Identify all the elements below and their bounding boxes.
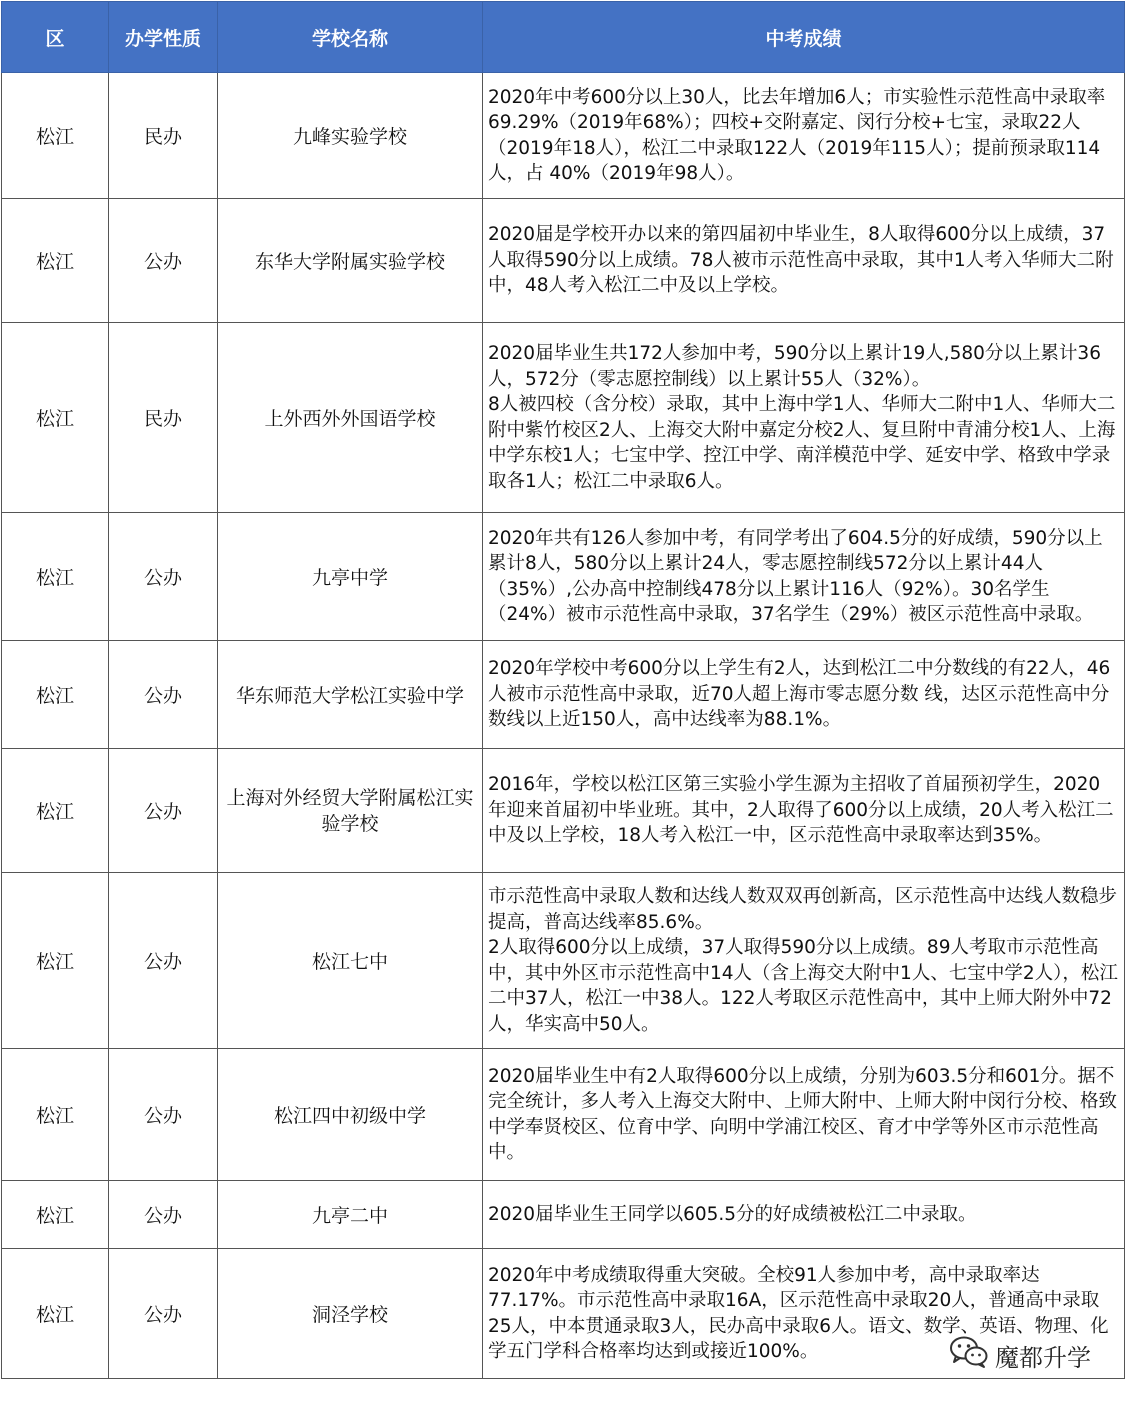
result-cell: 2020届毕业生王同学以605.5分的好成绩被松江二中录取。	[483, 1181, 1125, 1249]
school-cell: 九亭二中	[218, 1181, 483, 1249]
nature-cell: 公办	[109, 641, 218, 749]
district-cell: 松江	[2, 873, 109, 1049]
school-cell: 松江四中初级中学	[218, 1049, 483, 1181]
nature-cell: 公办	[109, 199, 218, 323]
school-cell: 上外西外外国语学校	[218, 323, 483, 513]
district-cell: 松江	[2, 323, 109, 513]
nature-cell: 公办	[109, 1249, 218, 1379]
header-district: 区	[2, 2, 109, 73]
nature-cell: 公办	[109, 1181, 218, 1249]
result-cell: 2020届是学校开办以来的第四届初中毕业生，8人取得600分以上成绩，37人取得590分以上成绩。78人被市示范性高中录取，其中1人考入华师大二附中，48人考入松江二中及以上学校。	[483, 199, 1125, 323]
header-result: 中考成绩	[483, 2, 1125, 73]
district-cell: 松江	[2, 199, 109, 323]
district-cell: 松江	[2, 749, 109, 873]
school-cell: 上海对外经贸大学附属松江实验学校	[218, 749, 483, 873]
table-row	[2, 749, 1125, 873]
result-cell: 2020年共有126人参加中考，有同学考出了604.5分的好成绩，590分以上累计8人，580分以上累计24人，零志愿控制线572分以上累计44人（35%）,公办高中控制线478分以上累计116人（92%）。30名学生（24%）被市示范性高中录取，37名学生（29%）被区示范性高中录取。	[483, 513, 1125, 641]
table-row	[2, 873, 1125, 1049]
table-row	[2, 1181, 1125, 1249]
school-cell: 华东师范大学松江实验中学	[218, 641, 483, 749]
result-cell: 2020年中考600分以上30人，比去年增加6人；市实验性示范性高中录取率69.29%（2019年68%）；四校+交附嘉定、闵行分校+七宝，录取22人（2019年18人），松江二中录取122人（2019年115人）；提前预录取114人，占 40%（2019年98人）。	[483, 73, 1125, 199]
school-cell: 东华大学附属实验学校	[218, 199, 483, 323]
school-cell: 九峰实验学校	[218, 73, 483, 199]
district-cell: 松江	[2, 513, 109, 641]
nature-cell: 公办	[109, 1049, 218, 1181]
result-cell: 市示范性高中录取人数和达线人数双双再创新高，区示范性高中达线人数稳步提高，普高达线率85.6%。 2人取得600分以上成绩，37人取得590分以上成绩。89人考取市示范性高中，其中外区市示范性高中14人（含上海交大附中1人、七宝中学2人），松江二中37人，松江一中38人。122人考取区示范性高中，其中上师大附外中72人，华实高中50人。	[483, 873, 1125, 1049]
school-cell: 洞泾学校	[218, 1249, 483, 1379]
school-results-table	[1, 1, 1125, 1379]
nature-cell: 公办	[109, 749, 218, 873]
wechat-icon	[949, 1335, 989, 1375]
header-nature: 办学性质	[109, 2, 218, 73]
district-cell: 松江	[2, 641, 109, 749]
table-row	[2, 513, 1125, 641]
table-row	[2, 323, 1125, 513]
header-row	[2, 2, 1125, 73]
nature-cell: 公办	[109, 873, 218, 1049]
nature-cell: 民办	[109, 73, 218, 199]
result-cell: 2020年学校中考600分以上学生有2人，达到松江二中分数线的有22人，46人被市示范性高中录取，近70人超上海市零志愿分数 线，达区示范性高中分数线以上近150人，高中达线率为88.1%。	[483, 641, 1125, 749]
result-cell: 2020年中考成绩取得重大突破。全校91人参加中考，高中录取率达77.17%。市示范性高中录取16A，区示范性高中录取20人，普通高中录取25人，中本贯通录取3人，民办高中录取6人。语文、数学、英语、物理、化学五门学科合格率均达到或接近100%。	[483, 1249, 1125, 1379]
school-cell: 九亭中学	[218, 513, 483, 641]
table-row	[2, 73, 1125, 199]
district-cell: 松江	[2, 1049, 109, 1181]
district-cell: 松江	[2, 1181, 109, 1249]
nature-cell: 公办	[109, 513, 218, 641]
result-cell: 2020届毕业生共172人参加中考，590分以上累计19人,580分以上累计36人，572分（零志愿控制线）以上累计55人（32%）。 8人被四校（含分校）录取，其中上海中学1人、华师大二附中1人、华师大二附中紫竹校区2人、上海交大附中嘉定分校2人、复旦附中青浦分校1人、上海中学东校1人；七宝中学、控江中学、南洋模范中学、延安中学、格致中学录取各1人；松江二中录取6人。	[483, 323, 1125, 513]
result-cell: 2016年，学校以松江区第三实验小学生源为主招收了首届预初学生，2020年迎来首届初中毕业班。其中，2人取得了600分以上成绩，20人考入松江二中及以上学校，18人考入松江一中，区示范性高中录取率达到35%。	[483, 749, 1125, 873]
header-school: 学校名称	[218, 2, 483, 73]
watermark-text: 魔都升学	[995, 1343, 1091, 1372]
watermark	[949, 1335, 1091, 1375]
nature-cell: 民办	[109, 323, 218, 513]
table-row	[2, 641, 1125, 749]
table-row	[2, 199, 1125, 323]
district-cell: 松江	[2, 73, 109, 199]
result-cell: 2020届毕业生中有2人取得600分以上成绩，分别为603.5分和601分。据不完全统计，多人考入上海交大附中、上师大附中、上师大附中闵行分校、格致中学奉贤校区、位育中学、向明中学浦江校区、育才中学等外区市示范性高中。	[483, 1049, 1125, 1181]
table-row	[2, 1049, 1125, 1181]
school-cell: 松江七中	[218, 873, 483, 1049]
district-cell: 松江	[2, 1249, 109, 1379]
